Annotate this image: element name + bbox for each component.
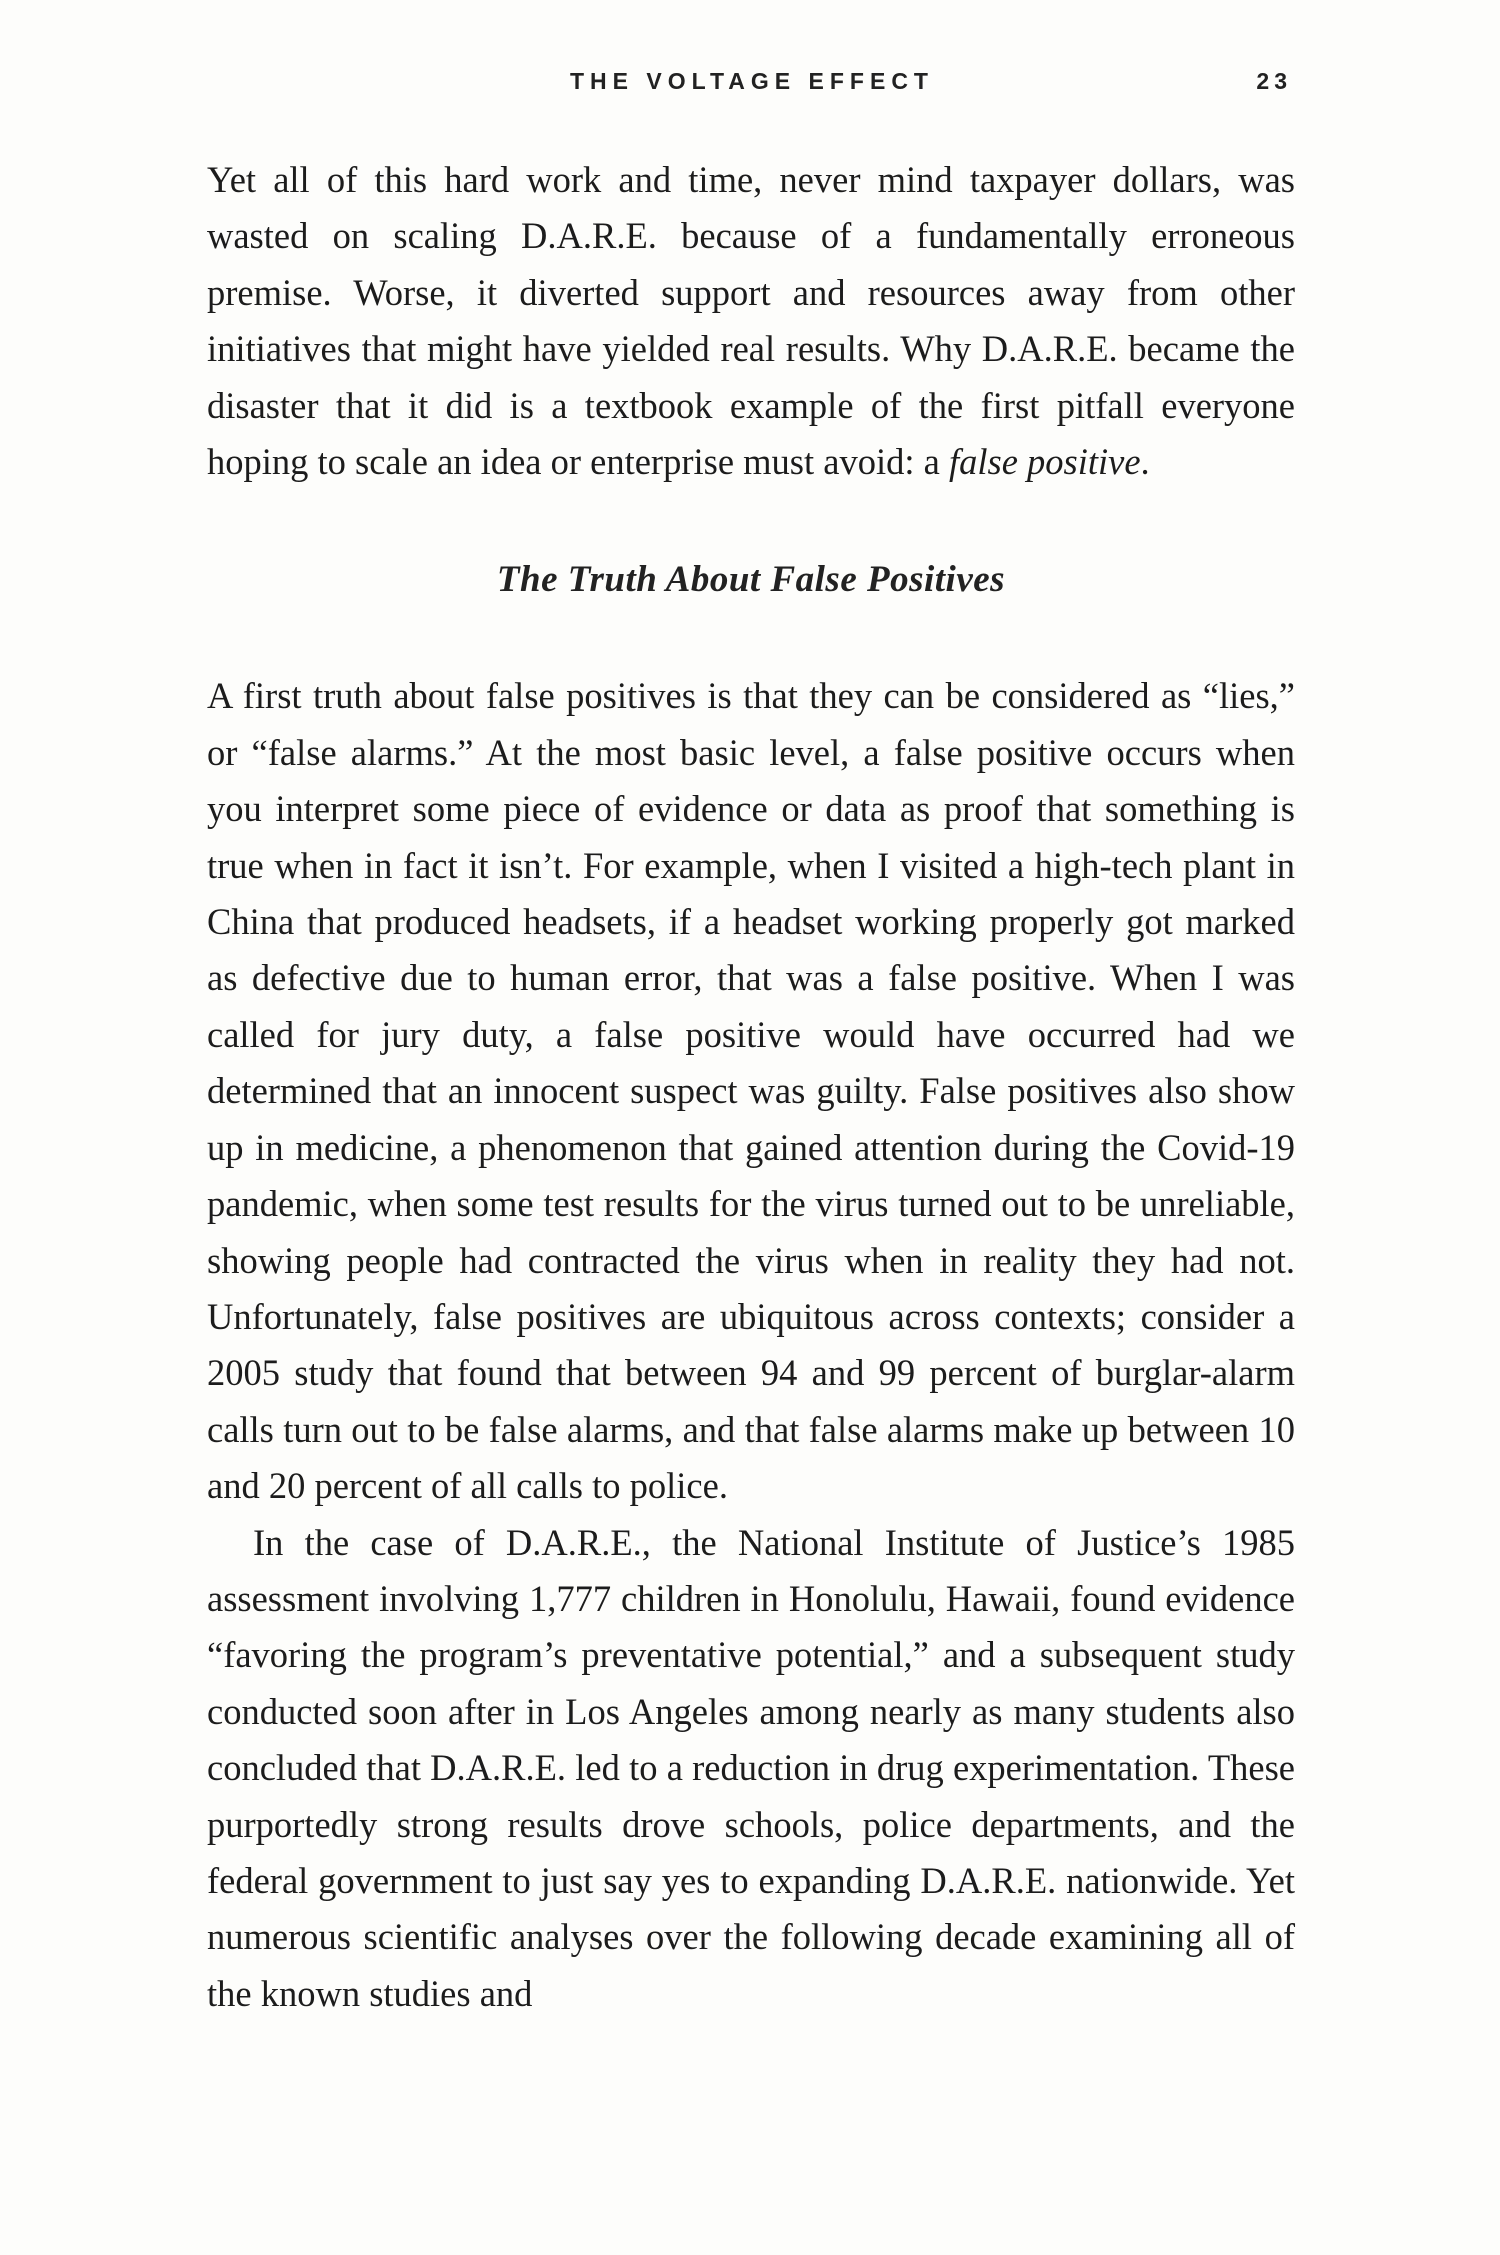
book-title: THE VOLTAGE EFFECT: [570, 68, 934, 94]
paragraph-intro-end: .: [1140, 441, 1150, 483]
paragraph-intro: [207, 152, 1295, 490]
page-number: 23: [1256, 68, 1292, 94]
section-heading: The Truth About False Positives: [496, 559, 1006, 601]
false-positive-emphasis: false positive: [948, 441, 1141, 483]
paragraph-dare-case: In the case of D.A.R.E., the National Institute of Justice’s 1985 assessment involving 1,777 children in Honolulu, Hawaii, found evidence “favoring the program’s preventative potential,” and a subsequent study conducted soon after in Los Angeles among nearly as many students also concluded that D.A.R.E. led to a reduction in drug experimentation. These purportedly strong results drove schools, police departments, and the federal government to just say yes to expanding D.A.R.E. nationwide. Yet numerous scientific analyses over the following decade examining all of the known studies and: [207, 1521, 1295, 2014]
body-text: [207, 152, 1295, 2022]
paragraph-false-positives: A first truth about false positives is that they can be considered as “lies,” or “false alarms.” At the most basic level, a false positive occurs when you interpret some piece of evidence or data as proof that something is true when in fact it isn’t. For example, when I visited a high-tech plant in China that produced headsets, if a headset working properly got marked as defective due to human error, that was a false positive. When I was called for jury duty, a false positive would have occurred had we determined that an innocent suspect was guilty. False positives also show up in medicine, a phenomenon that gained attention during the Covid-19 pandemic, when some test results for the virus turned out to be unreliable, showing people had contracted the virus when in reality they had not. Unfortunately, false positives are ubiquitous across contexts; consider a 2005 study that found that between 94 and 99 percent of burglar-alarm calls turn out to be false alarms, and that false alarms make up between 10 and 20 percent of all calls to police.: [207, 675, 1295, 1507]
running-head: [0, 68, 1500, 108]
paragraph-intro-text: Yet all of this hard work and time, never mind taxpayer dollars, was wasted on scaling D.A.R.E. because of a fundamentally erroneous premise. Worse, it diverted support and resources away from other initiatives that might have yielded real results. Why D.A.R.E. became the disaster that it did is a textbook example of the first pitfall everyone hoping to scale an idea or enterprise must avoid: a: [207, 159, 1295, 483]
